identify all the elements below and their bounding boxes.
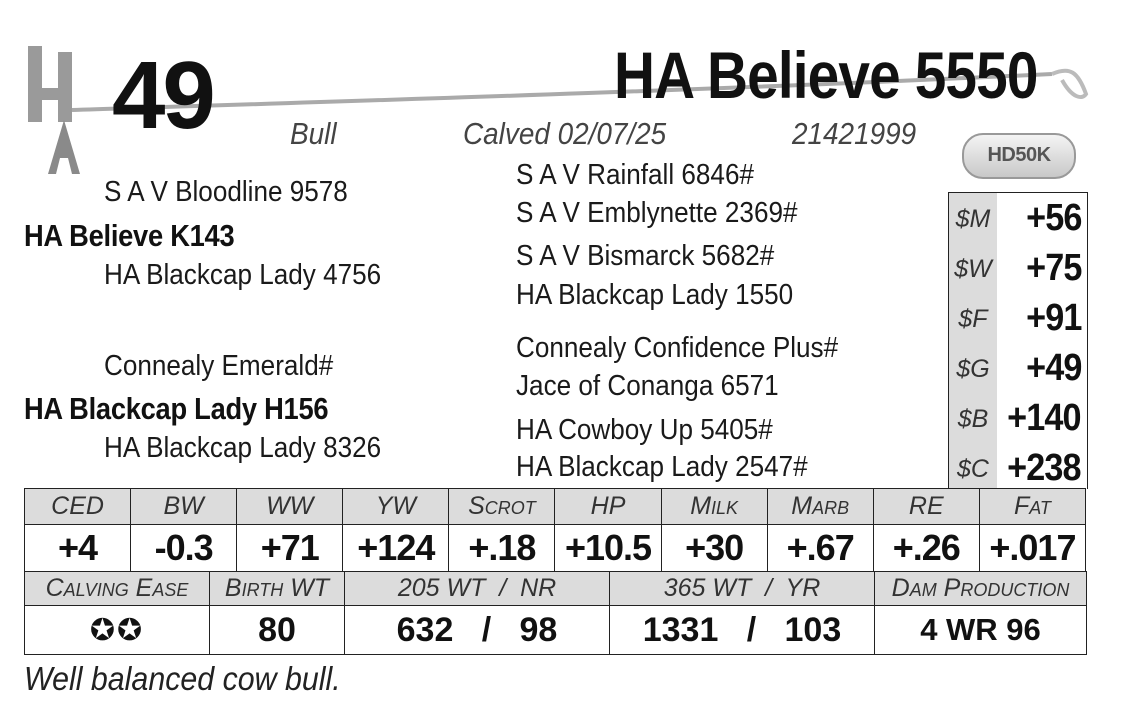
divider-slash: /	[727, 610, 776, 649]
epd-value: +.017	[979, 525, 1085, 572]
weaning-cell	[345, 606, 610, 655]
epd-header: CED	[25, 489, 131, 525]
dollar-index-box	[948, 192, 1088, 489]
index-row	[949, 443, 1087, 493]
epd-header: HP	[555, 489, 661, 525]
weight-365: 1331	[642, 610, 719, 649]
index-label: $C	[957, 455, 989, 483]
index-value: +238	[1007, 447, 1081, 489]
pedigree-dam-sire-dam: Jace of Conanga 6571	[516, 370, 779, 402]
pedigree-dam-dam-dam: HA Blackcap Lady 2547#	[516, 451, 808, 483]
epd-header: YW	[343, 489, 449, 525]
pedigree-sire-dam: HA Blackcap Lady 4756	[104, 259, 382, 291]
pedigree-sire-sire: S A V Bloodline 9578	[104, 176, 348, 208]
epd-value: -0.3	[131, 525, 237, 572]
production-header: Calving Ease	[25, 572, 210, 606]
production-value-row	[25, 606, 1087, 655]
calved-date: Calved 02/07/25	[463, 116, 667, 151]
epd-header: Fat	[979, 489, 1085, 525]
epd-value: +.67	[767, 525, 873, 572]
pedigree-sire-dam-dam: HA Blackcap Lady 1550	[516, 279, 794, 311]
calving-ease-stars: ✪✪	[25, 606, 210, 655]
index-value: +140	[1007, 397, 1081, 439]
index-label: $M	[955, 205, 991, 233]
epd-value-row	[25, 525, 1086, 572]
pedigree-sire-dam-sire: S A V Bismarck 5682#	[516, 240, 775, 272]
index-label: $B	[957, 405, 989, 433]
epd-header: BW	[131, 489, 237, 525]
registration-number: 21421999	[792, 116, 917, 151]
pedigree-sire-sire-sire: S A V Rainfall 6846#	[516, 159, 754, 191]
production-header: Dam Production	[875, 572, 1087, 606]
epd-header: Milk	[661, 489, 767, 525]
animal-name: HA Believe 5550	[614, 38, 1038, 112]
index-value: +56	[1025, 197, 1081, 239]
epd-header: Scrot	[449, 489, 555, 525]
production-header: 205 WT / NR	[345, 572, 610, 606]
epd-header: WW	[237, 489, 343, 525]
index-value: +91	[1025, 297, 1081, 339]
birth-weight: 80	[210, 606, 345, 655]
index-value: +75	[1025, 247, 1081, 289]
genomic-badge	[962, 133, 1076, 179]
epd-header: Marb	[767, 489, 873, 525]
comment-text: Well balanced cow bull.	[24, 660, 341, 697]
pedigree-dam-sire: Connealy Emerald#	[104, 350, 334, 382]
yearling-ratio: 103	[784, 610, 842, 649]
epd-value: +.26	[873, 525, 979, 572]
pedigree-dam-dam-sire: HA Cowboy Up 5405#	[516, 414, 773, 446]
dam-production: 4 WR 96	[875, 606, 1087, 655]
epd-value: +10.5	[555, 525, 661, 572]
epd-value: +4	[25, 525, 131, 572]
index-label: $W	[954, 255, 992, 283]
production-header-row	[25, 572, 1087, 606]
sex-label: Bull	[290, 116, 337, 151]
production-table	[24, 571, 1087, 655]
epd-value: +71	[237, 525, 343, 572]
index-label: $F	[958, 305, 988, 333]
weaning-ratio: 98	[519, 610, 558, 649]
index-row	[949, 293, 1087, 343]
production-header: Birth WT	[210, 572, 345, 606]
production-header: 365 WT / YR	[610, 572, 875, 606]
epd-header-row	[25, 489, 1086, 525]
index-value: +49	[1025, 347, 1081, 389]
epd-header: RE	[873, 489, 979, 525]
badge-label: HD50K	[987, 144, 1051, 166]
yearling-cell	[610, 606, 875, 655]
lot-number: 49	[112, 42, 213, 149]
pedigree-dam-dam: HA Blackcap Lady 8326	[104, 432, 382, 464]
epd-value: +124	[343, 525, 449, 572]
weight-205: 632	[396, 610, 454, 649]
epd-value: +30	[661, 525, 767, 572]
epd-value: +.18	[449, 525, 555, 572]
index-label: $G	[956, 355, 990, 383]
index-row	[949, 393, 1087, 443]
pedigree-dam-sire-sire: Connealy Confidence Plus#	[516, 332, 839, 364]
pedigree-sire-sire-dam: S A V Emblynette 2369#	[516, 197, 798, 229]
index-row	[949, 243, 1087, 293]
epd-table	[24, 488, 1086, 572]
pedigree-sire: HA Believe K143	[24, 218, 235, 253]
pedigree-dam: HA Blackcap Lady H156	[24, 391, 329, 426]
index-row	[949, 343, 1087, 393]
divider-slash: /	[462, 610, 511, 649]
index-row	[949, 193, 1087, 243]
